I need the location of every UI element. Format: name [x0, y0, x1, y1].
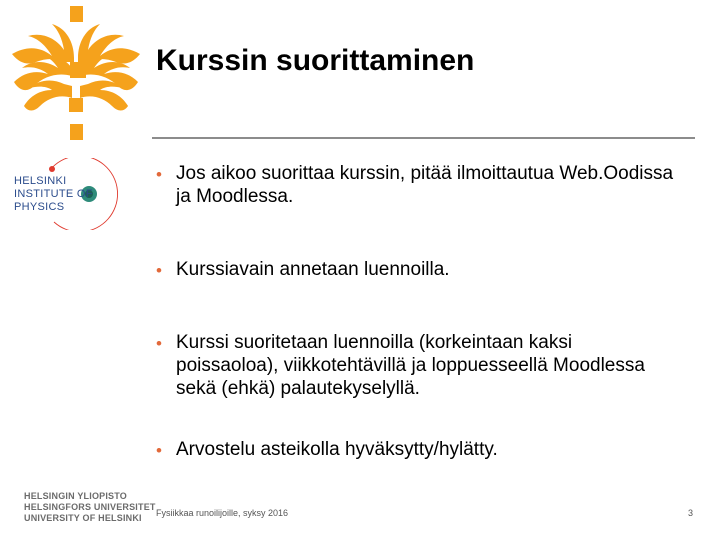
bullet-text: Jos aikoo suorittaa kurssin, pitää ilmoittautua Web.Oodissa ja Moodlessa. [176, 163, 674, 207]
slide-title: Kurssin suorittaminen [156, 44, 475, 77]
bullet-item [156, 331, 676, 400]
hip-small-dot [49, 166, 55, 172]
bullet-text: Arvostelu asteikolla hyväksytty/hylätty. [176, 439, 498, 460]
title-divider [152, 137, 695, 139]
bullet-item [156, 258, 676, 281]
footer-text: Fysiikkaa runoilijoille, syksy 2016 [156, 508, 289, 518]
bullet-item [156, 162, 676, 208]
university-name-en: UNIVERSITY OF HELSINKI [24, 513, 142, 523]
university-flame-logo [6, 2, 148, 144]
bullet-marker: • [156, 334, 162, 353]
university-name [24, 491, 156, 524]
helsinki-institute-of-physics-logo [10, 158, 125, 230]
bullet-marker: • [156, 261, 162, 280]
hip-text-line1: HELSINKI [14, 175, 67, 187]
bullet-text: Kurssi suoritetaan luennoilla (korkeintaan kaksi poissaoloa), viikkotehtävillä ja loppuesseellä Moodlessa sekä (ehkä) palautekyselyllä. [176, 332, 645, 399]
bullet-marker: • [156, 165, 162, 184]
university-name-fi: HELSINGIN YLIOPISTO [24, 491, 127, 501]
bullet-text: Kurssiavain annetaan luennoilla. [176, 259, 450, 280]
bullet-marker: • [156, 441, 162, 460]
university-name-sv: HELSINGFORS UNIVERSITET [24, 502, 156, 512]
hip-text-line3: PHYSICS [14, 201, 65, 213]
bullet-item [156, 438, 676, 461]
hip-text-line2: INSTITUTE OF [14, 188, 93, 200]
page-number: 3 [688, 508, 694, 518]
bullet-list [156, 162, 676, 461]
